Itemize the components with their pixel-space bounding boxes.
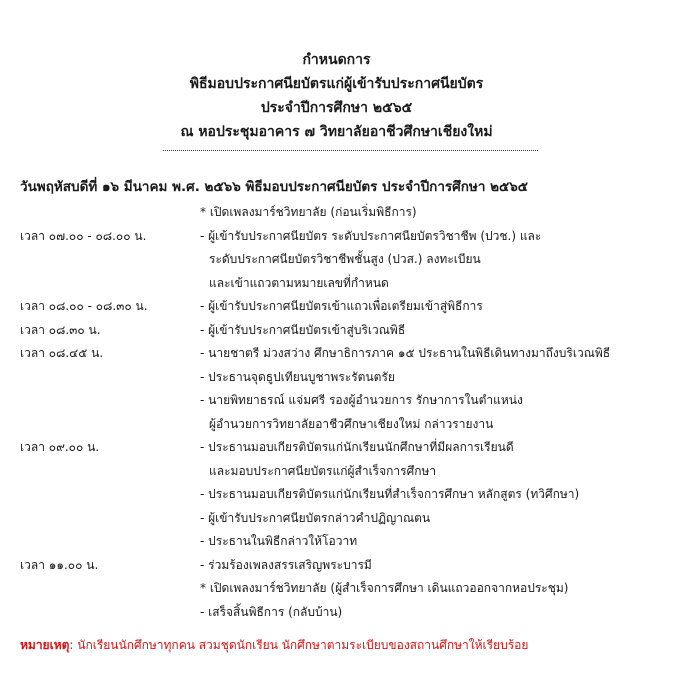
schedule-item-continuation: และเข้าแถวตามหมายเลขที่กำหนด (209, 275, 389, 290)
schedule-item: - ผู้เข้ารับประกาศนียบัตรกล่าวคำปฏิญาณตน (200, 510, 431, 525)
schedule-time: เวลา ๑๑.๐๐ น. (20, 557, 99, 572)
schedule-item-continuation: ระดับประกาศนียบัตรวิชาชีพชั้นสูง (ปวส.) ลงทะเบียน (209, 252, 481, 266)
schedule-time: เวลา ๐๙.๐๐ น. (20, 440, 100, 454)
schedule-time: เวลา ๐๘.๐๐ - ๐๘.๓๐ น. (20, 299, 148, 313)
schedule-row (0, 295, 673, 319)
day-heading: วันพฤหัสบดีที่ ๑๖ มีนาคม พ.ศ. ๒๕๖๖ พิธีมอบประกาศนียบัตร ประจำปีการศึกษา ๒๕๖๕ (20, 179, 529, 195)
schedule-item-continuation: ผู้อำนวยการวิทยาลัยอาชีวศึกษาเชียงใหม่ กล่าวรายงาน (209, 416, 494, 431)
schedule-item: - ผู้เข้ารับประกาศนียบัตร ระดับประกาศนียบัตรวิชาชีพ (ปวช.) และ (200, 228, 542, 243)
schedule-item: - นายพิทยาธรณ์ แจ่มศรี รองผู้อำนวยการ รักษาการในตำแหน่ง (200, 393, 523, 407)
schedule-item: * เปิดเพลงมาร์ชวิทยาลัย (ก่อนเริ่มพิธีการ) (200, 205, 417, 219)
schedule-row (0, 201, 673, 225)
schedule-row (0, 342, 673, 366)
remark-note (20, 634, 528, 656)
header-academic-year: ประจำปีการศึกษา ๒๕๖๕ (260, 100, 413, 116)
schedule-row (0, 319, 673, 343)
schedule-row (0, 248, 673, 272)
dotted-divider (163, 150, 538, 151)
schedule-item: - ประธานจุดธูปเทียนบูชาพระรัตนตรัย (200, 369, 395, 384)
schedule-list (0, 201, 673, 624)
header-title: กำหนดการ (302, 52, 371, 68)
schedule-item: - ประธานมอบเกียรติบัตรแก่นักเรียนนักศึกษาที่มีผลการเรียนดี (200, 440, 514, 454)
schedule-item: - ผู้เข้ารับประกาศนียบัตรเข้าแถวเพื่อเตรียมเข้าสู่พิธีการ (200, 299, 483, 313)
schedule-row (0, 413, 673, 437)
schedule-row (0, 577, 673, 601)
schedule-item: * เปิดเพลงมาร์ชวิทยาลัย (ผู้สำเร็จการศึกษา เดินแถวออกจากหอประชุม) (200, 581, 569, 595)
schedule-time: เวลา ๐๘.๓๐ น. (20, 322, 101, 337)
schedule-row (0, 366, 673, 390)
schedule-item: - เสร็จสิ้นพิธีการ (กลับบ้าน) (200, 604, 343, 619)
remark-text: : นักเรียนนักศึกษาทุกคน สวมชุดนักเรียน นักศึกษาตามระเบียบของสถานศึกษาให้เรียบร้อย (69, 638, 529, 652)
schedule-time: เวลา ๐๗.๐๐ - ๐๘.๐๐ น. (20, 228, 147, 243)
header-ceremony-name: พิธีมอบประกาศนียบัตรแก่ผู้เข้ารับประกาศนียบัตร (189, 76, 484, 92)
schedule-row (0, 507, 673, 531)
schedule-row (0, 601, 673, 625)
schedule-row (0, 436, 673, 460)
header-venue: ณ หอประชุมอาคาร ๗ วิทยาลัยอาชีวศึกษาเชียงใหม่ (180, 124, 493, 140)
schedule-row (0, 272, 673, 296)
schedule-item: - ประธานมอบเกียรติบัตรแก่นักเรียนที่สำเร็จการศึกษา หลักสูตร (ทวิศึกษา) (200, 487, 580, 501)
schedule-item-continuation: และมอบประกาศนียบัตรแก่ผู้สำเร็จการศึกษา (209, 463, 437, 478)
schedule-row (0, 225, 673, 249)
schedule-item: - ร่วมร้องเพลงสรรเสริญพระบารมี (200, 557, 372, 572)
remark-label: หมายเหตุ (20, 638, 70, 652)
schedule-item: - ผู้เข้ารับประกาศนียบัตรเข้าสู่บริเวณพิธี (200, 322, 406, 337)
schedule-row (0, 460, 673, 484)
schedule-row (0, 554, 673, 578)
schedule-item: - นายชาตรี ม่วงสว่าง ศึกษาธิการภาค ๑๕ ประธานในพิธีเดินทางมาถึงบริเวณพิธี (200, 346, 611, 360)
schedule-row (0, 530, 673, 554)
schedule-time: เวลา ๐๘.๔๕ น. (20, 346, 104, 360)
schedule-row (0, 389, 673, 413)
schedule-item: - ประธานในพิธีกล่าวให้โอวาท (200, 534, 358, 548)
document-header (0, 48, 673, 144)
schedule-row (0, 483, 673, 507)
